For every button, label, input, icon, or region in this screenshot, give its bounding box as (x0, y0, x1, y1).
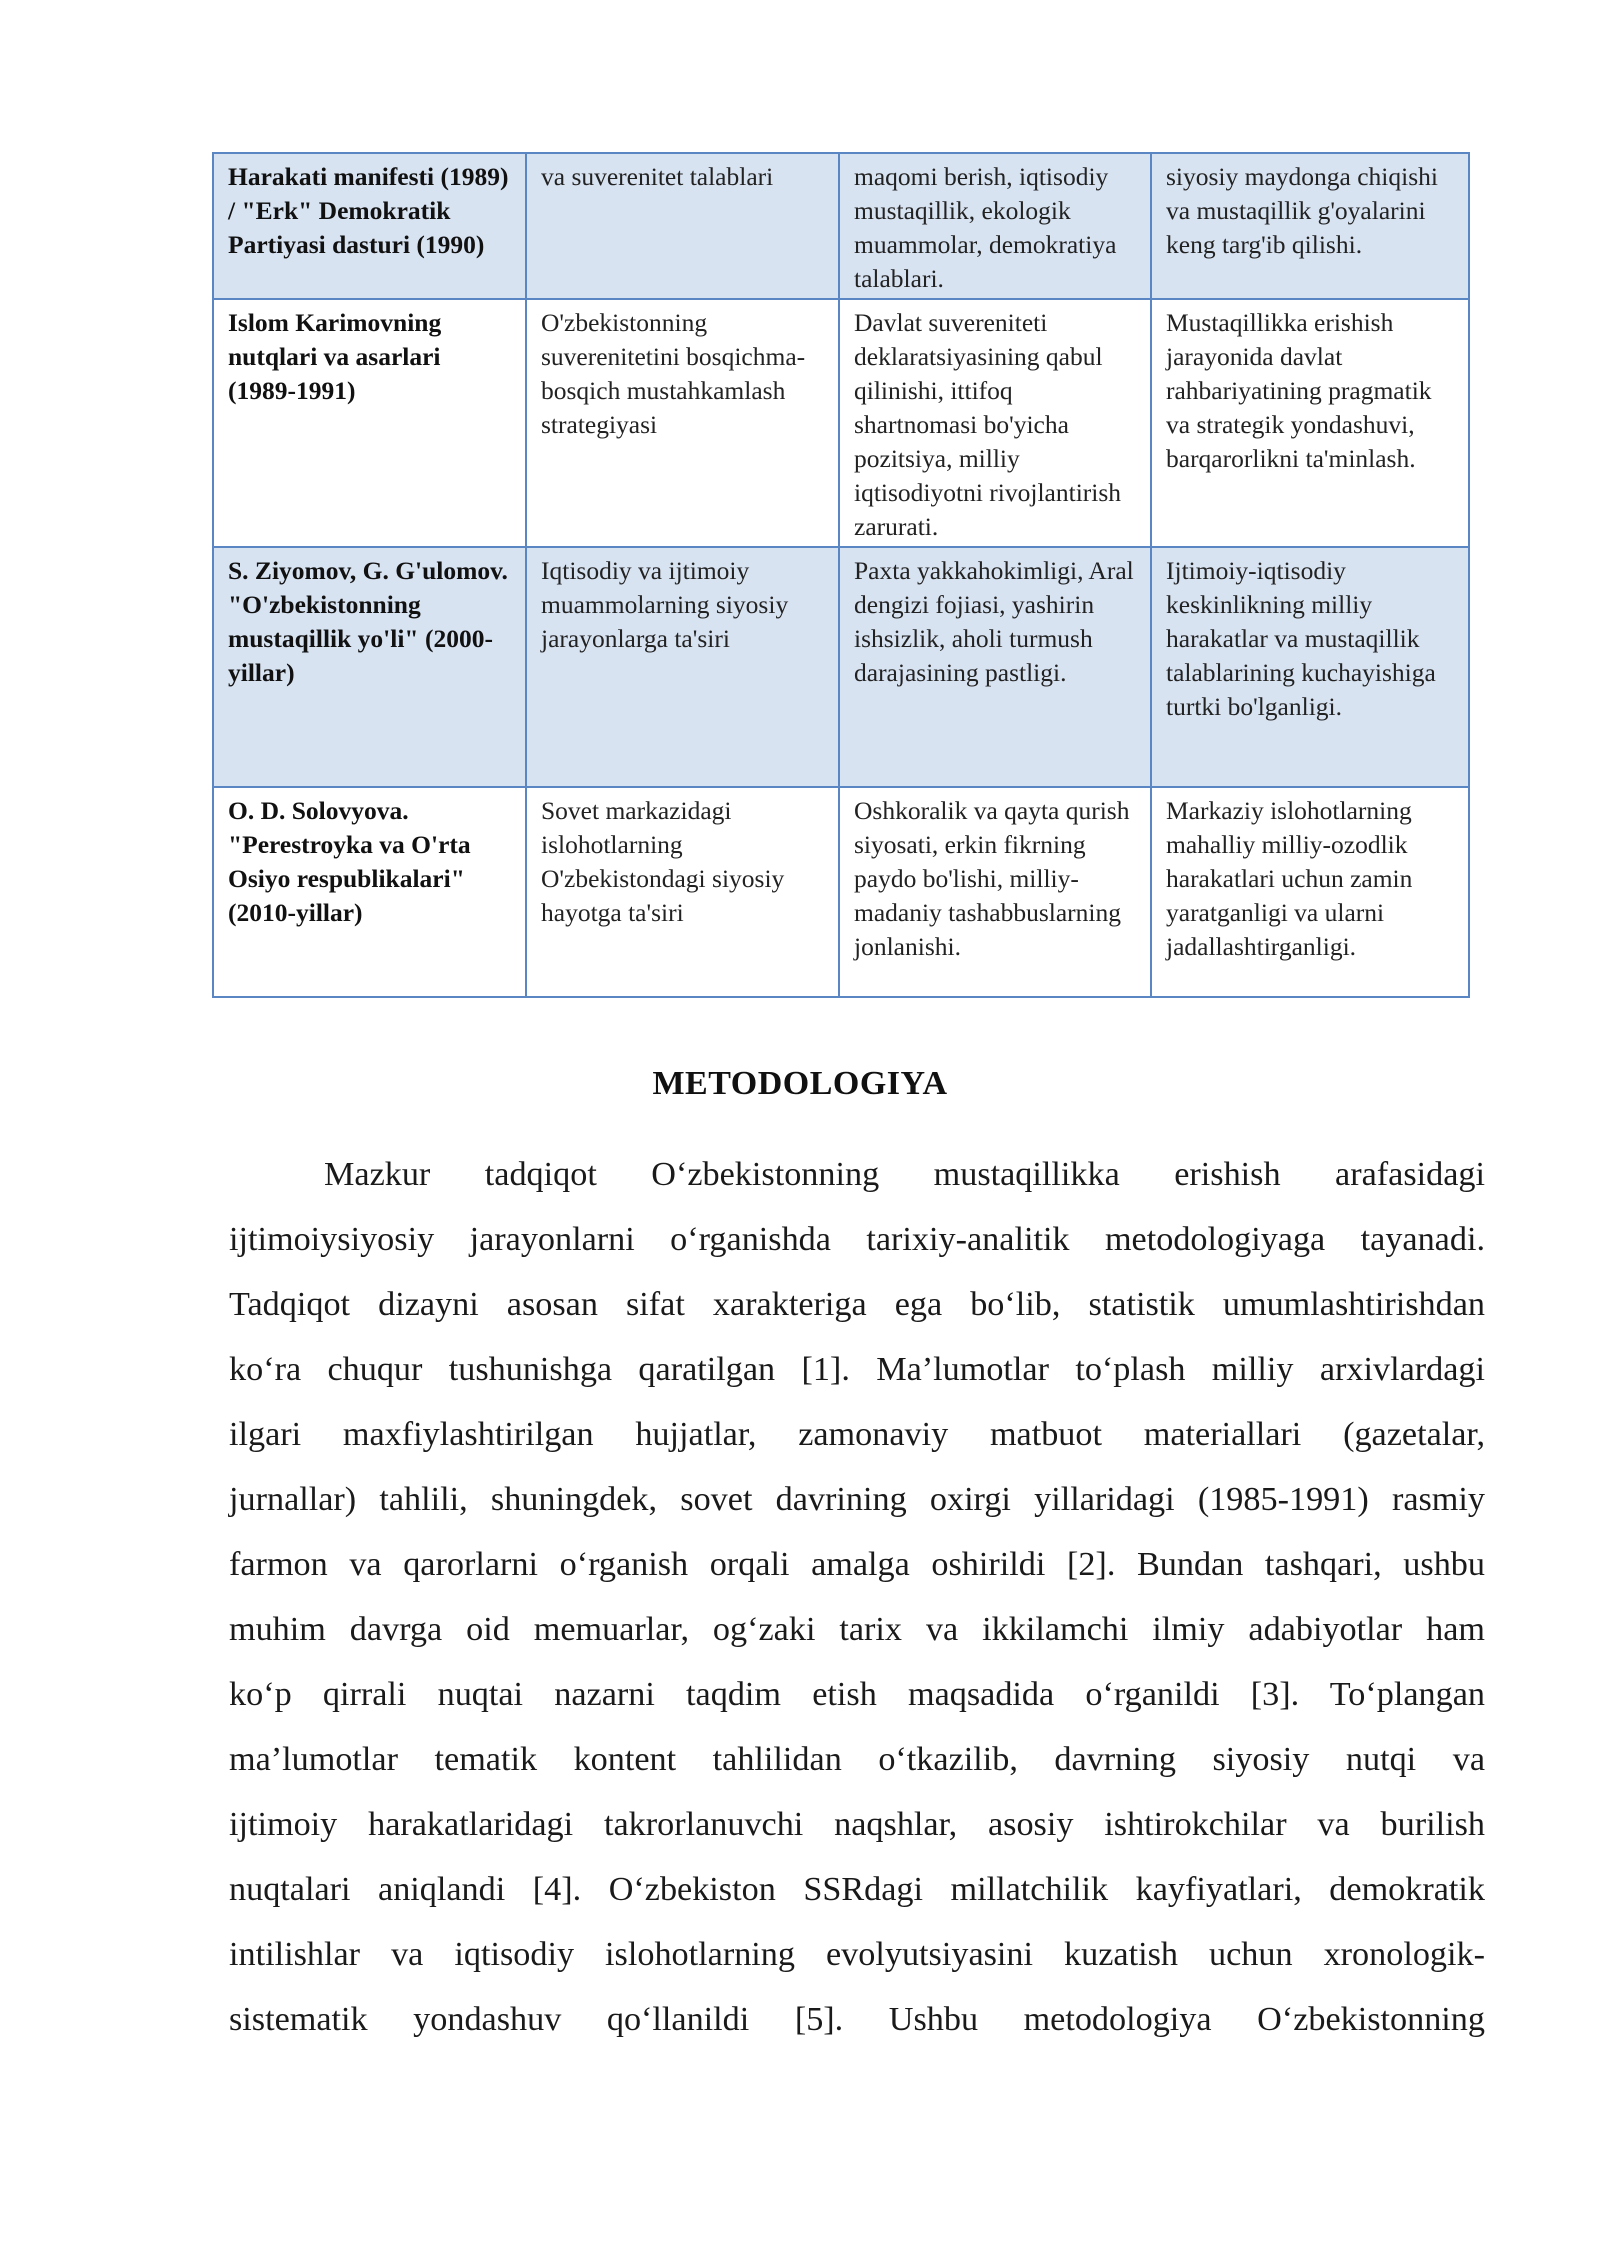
paragraph-line: ijtimoiy harakatlaridagi takrorlanuvchi naqshlar, asosiy ishtirokchilar va burilish (229, 1806, 1485, 1843)
table-row (213, 153, 1469, 299)
paragraph-line: nuqtalari aniqlandi [4]. O‘zbekiston SSRdagi millatchilik kayfiyatlari, demokratik (229, 1871, 1485, 1908)
paragraph-line: muhim davrga oid memuarlar, og‘zaki tarix va ikkilamchi ilmiy adabiyotlar ham (229, 1611, 1485, 1648)
paragraph-line: ijtimoiysiyosiy jarayonlarni o‘rganishda tarixiy-analitik metodologiyaga tayanadi. (229, 1221, 1485, 1258)
table-cell: maqomi berish, iqtisodiy mustaqillik, ekologik muammolar, demokratiya talablari. (839, 153, 1151, 299)
table-cell: Iqtisodiy va ijtimoiy muammolarning siyosiy jarayonlarga ta'siri (526, 547, 839, 787)
source-cell: Harakati manifesti (1989) / "Erk" Demokratik Partiyasi dasturi (1990) (213, 153, 526, 299)
paragraph-line: ko‘ra chuqur tushunishga qaratilgan [1]. Ma’lumotlar to‘plash milliy arxivlardagi (229, 1351, 1485, 1388)
source-cell: O. D. Solovyova. "Perestroyka va O'rta Osiyo respublikalari" (2010-yillar) (213, 787, 526, 997)
paragraph-line: Mazkur tadqiqot O‘zbekistonning mustaqillikka erishish arafasidagi (324, 1156, 1485, 1193)
table-cell: Ijtimoiy-iqtisodiy keskinlikning milliy harakatlar va mustaqillik talablarining kuchayishiga turtki bo'lganligi. (1151, 547, 1469, 787)
paragraph-line: farmon va qarorlarni o‘rganish orqali amalga oshirildi [2]. Bundan tashqari, ushbu (229, 1546, 1485, 1583)
sources-table (212, 152, 1470, 998)
source-cell: S. Ziyomov, G. G'ulomov. "O'zbekistonning mustaqillik yo'li" (2000-yillar) (213, 547, 526, 787)
paragraph-line: ilgari maxfiylashtirilgan hujjatlar, zamonaviy matbuot materiallari (gazetalar, (229, 1416, 1485, 1453)
table-cell: Sovet markazidagi islohotlarning O'zbekistondagi siyosiy hayotga ta'siri (526, 787, 839, 997)
section-heading: METODOLOGIYA (652, 1065, 948, 1102)
table-cell: Oshkoralik va qayta qurish siyosati, erkin fikrning paydo bo'lishi, milliy-madaniy tashabbuslarning jonlanishi. (839, 787, 1151, 997)
table-row (213, 787, 1469, 997)
table-cell: Markaziy islohotlarning mahalliy milliy-ozodlik harakatlari uchun zamin yaratganligi va ularni jadallashtirganligi. (1151, 787, 1469, 997)
paragraph-line: ko‘p qirrali nuqtai nazarni taqdim etish maqsadida o‘rganildi [3]. To‘plangan (229, 1676, 1485, 1713)
paragraph-line: intilishlar va iqtisodiy islohotlarning evolyutsiyasini kuzatish uchun xronologik- (229, 1936, 1485, 1973)
source-cell: Islom Karimovning nutqlari va asarlari (1989-1991) (213, 299, 526, 547)
paragraph-line: ma’lumotlar tematik kontent tahlilidan o‘tkazilib, davrning siyosiy nutqi va (229, 1741, 1485, 1778)
table-cell: va suverenitet talablari (526, 153, 839, 299)
paragraph-line: Tadqiqot dizayni asosan sifat xarakteriga ega bo‘lib, statistik umumlashtirishdan (229, 1286, 1485, 1323)
table-row (213, 547, 1469, 787)
table-cell: Mustaqillikka erishish jarayonida davlat rahbariyatining pragmatik va strategik yondashuvi, barqarorlikni ta'minlash. (1151, 299, 1469, 547)
paragraph-line: jurnallar) tahlili, shuningdek, sovet davrining oxirgi yillaridagi (1985-1991) rasmiy (229, 1481, 1485, 1518)
methodology-paragraph (229, 1142, 1485, 2052)
table-cell: Paxta yakkahokimligi, Aral dengizi fojiasi, yashirin ishsizlik, aholi turmush darajasining pastligi. (839, 547, 1151, 787)
table-cell: siyosiy maydonga chiqishi va mustaqillik g'oyalarini keng targ'ib qilishi. (1151, 153, 1469, 299)
table-cell: Davlat suvereniteti deklaratsiyasining qabul qilinishi, ittifoq shartnomasi bo'yicha pozitsiya, milliy iqtisodiyotni rivojlantirish zarurati. (839, 299, 1151, 547)
paragraph-line: sistematik yondashuv qo‘llanildi [5]. Ushbu metodologiya O‘zbekistonning (229, 2001, 1485, 2038)
table-row (213, 299, 1469, 547)
table-cell: O'zbekistonning suverenitetini bosqichma-bosqich mustahkamlash strategiyasi (526, 299, 839, 547)
